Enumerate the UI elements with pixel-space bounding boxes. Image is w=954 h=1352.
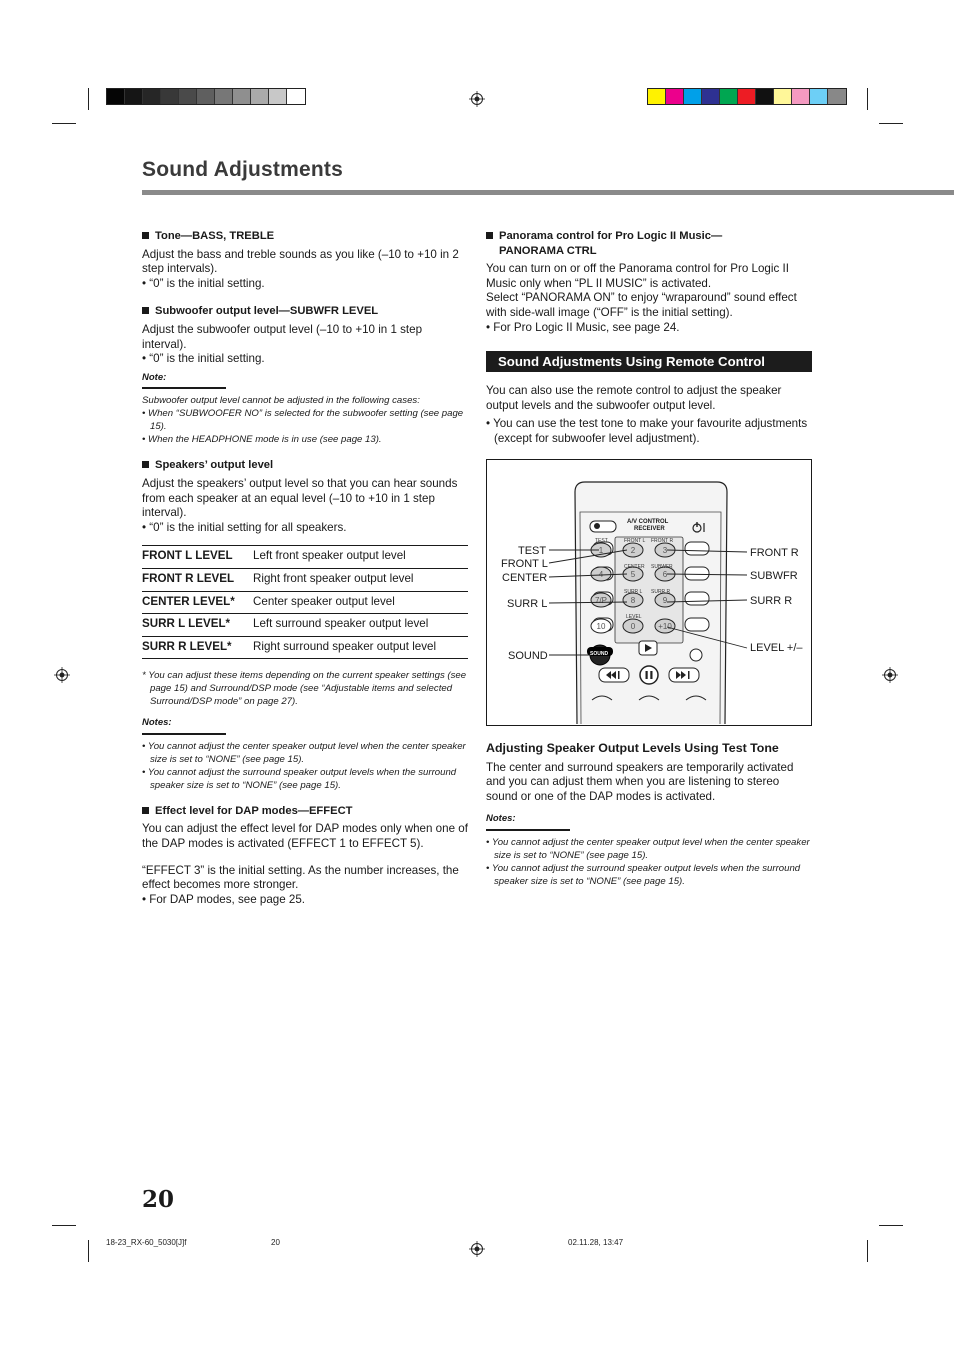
label-sound: SOUND [508, 649, 548, 662]
table-row [142, 568, 468, 591]
level-desc: Left surround speaker output level [253, 614, 468, 637]
footer-page: 20 [271, 1238, 280, 1247]
key-caption: LEVEL [626, 613, 642, 620]
footer-timestamp: 02.11.28, 13:47 [568, 1238, 624, 1247]
speakers-notes [142, 740, 468, 792]
gray-color-bar [106, 88, 306, 105]
panorama-body: You can turn on or off the Panorama control for Pro Logic II Music only when “PL II MUSIC” is activated. [486, 262, 789, 290]
square-bullet-icon [142, 807, 149, 814]
crop-mark [879, 1225, 903, 1226]
label-front-r: FRONT R [750, 546, 799, 559]
color-swatch [810, 89, 828, 104]
keypad-button-label: +10 [658, 621, 672, 631]
square-bullet-icon [142, 461, 149, 468]
registration-target-icon [882, 667, 898, 683]
process-color-bar [647, 88, 847, 105]
test-tone-notes-label: Notes: [486, 813, 516, 825]
color-swatch [233, 89, 251, 104]
speakers-body: Adjust the speakers’ output level so that you can hear sounds from each speaker at an equal level (–10 to +10 in 1 step interval). [142, 476, 458, 520]
level-key: SURR L LEVEL* [142, 614, 253, 637]
subwoofer-note-item: • When the HEADPHONE mode is in use (see page 13). [142, 434, 382, 446]
registration-target-icon [469, 1241, 485, 1257]
color-swatch [287, 89, 305, 104]
color-swatch [125, 89, 143, 104]
registration-target-icon [469, 91, 485, 107]
color-swatch [828, 89, 846, 104]
effect-heading: Effect level for DAP modes—EFFECT [142, 804, 468, 819]
remote-control-illustration [487, 460, 811, 725]
color-swatch [684, 89, 702, 104]
speakers-heading: Speakers’ output level [142, 458, 468, 473]
crop-mark [867, 1240, 868, 1262]
level-desc: Left front speaker output level [253, 546, 468, 569]
remote-section-title: Sound Adjustments Using Remote Control [486, 351, 812, 372]
table-row [142, 614, 468, 637]
label-surr-r: SURR R [750, 594, 793, 607]
table-row [142, 591, 468, 614]
effect-ref: • For DAP modes, see page 25. [142, 892, 306, 906]
remote-section-body: You can also use the remote control to adjust the speaker output levels and the subwoofer output level. [486, 384, 782, 412]
remote-brand-line2: RECEIVER [634, 525, 665, 532]
color-swatch [251, 89, 269, 104]
remote-brand-line1: A/V CONTROL [627, 518, 669, 525]
level-desc: Right front speaker output level [253, 568, 468, 591]
page-title: Sound Adjustments [142, 158, 343, 181]
crop-mark [88, 1240, 89, 1262]
color-swatch [774, 89, 792, 104]
color-swatch [702, 89, 720, 104]
subwoofer-note-label: Note: [142, 371, 167, 383]
note-rule [486, 829, 570, 831]
page-number: 20 [142, 1186, 175, 1213]
label-center: CENTER [502, 571, 548, 584]
key-caption: SURR R [651, 588, 671, 595]
crop-mark [88, 88, 89, 110]
level-key: FRONT L LEVEL [142, 546, 253, 569]
color-swatch [666, 89, 684, 104]
table-row [142, 636, 468, 659]
label-subwfr: SUBWFR [750, 569, 798, 582]
color-swatch [215, 89, 233, 104]
keypad-button-label: 0 [630, 621, 636, 631]
tone-heading: Tone—BASS, TREBLE [142, 229, 468, 244]
test-tone-note-item: • You cannot adjust the surround speaker output levels when the surround speaker size is set to “NONE” (see page 15). [486, 862, 801, 887]
sound-key-label: SOUND [590, 650, 609, 657]
subwoofer-heading: Subwoofer output level—SUBWFR LEVEL [142, 304, 468, 319]
key-caption: CENTER [624, 563, 645, 570]
subwoofer-initial: • “0” is the initial setting. [142, 352, 265, 366]
label-test: TEST [518, 544, 547, 557]
keypad-button-label: 1 [598, 545, 604, 555]
remote-control-figure [486, 459, 812, 726]
square-bullet-icon [486, 232, 493, 239]
tone-body: Adjust the bass and treble sounds as you like (–10 to +10 in 2 step intervals). [142, 247, 459, 276]
label-front-l: FRONT L [501, 557, 548, 570]
subwoofer-note [142, 394, 468, 446]
color-swatch [792, 89, 810, 104]
keypad-button-label: 4 [598, 569, 604, 579]
speakers-initial: • “0” is the initial setting for all speakers. [142, 520, 347, 534]
test-tone-notes [486, 836, 812, 888]
level-key: FRONT R LEVEL [142, 568, 253, 591]
subwoofer-note-item: • When “SUBWOOFER NO” is selected for the subwoofer setting (see page 15). [142, 408, 464, 433]
key-caption: SUBWFR [651, 563, 673, 570]
keypad-button-label: 7/P [594, 595, 608, 605]
effect-body-2: “EFFECT 3” is the initial setting. As the number increases, the effect becomes more stronger. [142, 863, 459, 892]
color-swatch [738, 89, 756, 104]
keypad-button-label: 3 [662, 545, 668, 555]
level-desc: Right surround speaker output level [253, 636, 468, 659]
table-row [142, 546, 468, 569]
note-rule [142, 733, 226, 735]
note-rule [142, 387, 226, 389]
speakers-notes-label: Notes: [142, 717, 172, 729]
remote-section-bullet: • You can use the test tone to make your favourite adjustments (except for subwoofer level adjustment). [486, 417, 808, 445]
asterisk-note: * You can adjust these items depending on the current speaker settings (see page 15) and Surround/DSP mode (see “Adjustable items and selected Surround/DSP mode” on page 27). [142, 670, 467, 708]
panorama-body-2: Select “PANORAMA ON” to enjoy “wraparound” sound effect with side-wall image (“OFF” is the initial setting). [486, 291, 797, 319]
speaker-levels-table [142, 545, 468, 659]
color-swatch [269, 89, 287, 104]
crop-mark [867, 88, 868, 110]
keypad-button-label: 8 [630, 595, 636, 605]
test-tone-note-item: • You cannot adjust the center speaker output level when the center speaker size is set to “NONE” (see page 15). [486, 836, 810, 861]
crop-mark [52, 1225, 76, 1226]
keypad-button-label: 2 [630, 545, 636, 555]
keypad-button-label: 5 [630, 569, 636, 579]
effect-body: You can adjust the effect level for DAP modes only when one of the DAP modes is activated (EFFECT 1 to EFFECT 5). [142, 822, 468, 851]
color-swatch [179, 89, 197, 104]
square-bullet-icon [142, 307, 149, 314]
panorama-ref: • For Pro Logic II Music, see page 24. [486, 320, 680, 334]
key-caption: FRONT R [651, 537, 674, 544]
label-level: LEVEL +/– [750, 641, 803, 654]
color-swatch [756, 89, 774, 104]
tone-initial: • “0” is the initial setting. [142, 276, 265, 290]
subwoofer-note-intro: Subwoofer output level cannot be adjusted in the following cases: [142, 395, 420, 407]
key-caption: FRONT L [624, 537, 646, 544]
color-swatch [143, 89, 161, 104]
color-swatch [197, 89, 215, 104]
registration-target-icon [54, 667, 70, 683]
speakers-note-item: • You cannot adjust the surround speaker output levels when the surround speaker size is set to “NONE” (see page 15). [142, 766, 457, 791]
panorama-heading: Panorama control for Pro Logic II Music— PANORAMA CTRL [486, 229, 812, 258]
color-swatch [720, 89, 738, 104]
test-tone-body: The center and surround speakers are temporarily activated and you can adjust them when you are listening to stereo sound or one of the DAP modes is activated. [486, 760, 794, 803]
square-bullet-icon [142, 232, 149, 239]
key-caption: TEST [595, 537, 608, 544]
crop-mark [52, 123, 76, 124]
left-column [142, 229, 468, 907]
speakers-note-item: • You cannot adjust the center speaker output level when the center speaker size is set to “NONE” (see page 15). [142, 740, 466, 765]
level-key: SURR R LEVEL* [142, 636, 253, 659]
keypad-button-label: 10 [596, 621, 606, 631]
key-caption: SURR L [624, 588, 643, 595]
level-key: CENTER LEVEL* [142, 591, 253, 614]
level-desc: Center speaker output level [253, 591, 468, 614]
keypad-button-label: 9 [662, 595, 668, 605]
test-tone-heading: Adjusting Speaker Output Levels Using Test Tone [486, 740, 779, 755]
subwoofer-body: Adjust the subwoofer output level (–10 to +10 in 1 step interval). [142, 322, 423, 351]
color-swatch [161, 89, 179, 104]
title-rule [142, 190, 954, 195]
label-surr-l: SURR L [507, 597, 548, 610]
footer-file: 18-23_RX-60_5030[J]f [106, 1238, 187, 1247]
color-swatch [107, 89, 125, 104]
keypad-button-label: 6 [662, 569, 668, 579]
color-swatch [648, 89, 666, 104]
right-column [486, 229, 812, 888]
crop-mark [879, 123, 903, 124]
